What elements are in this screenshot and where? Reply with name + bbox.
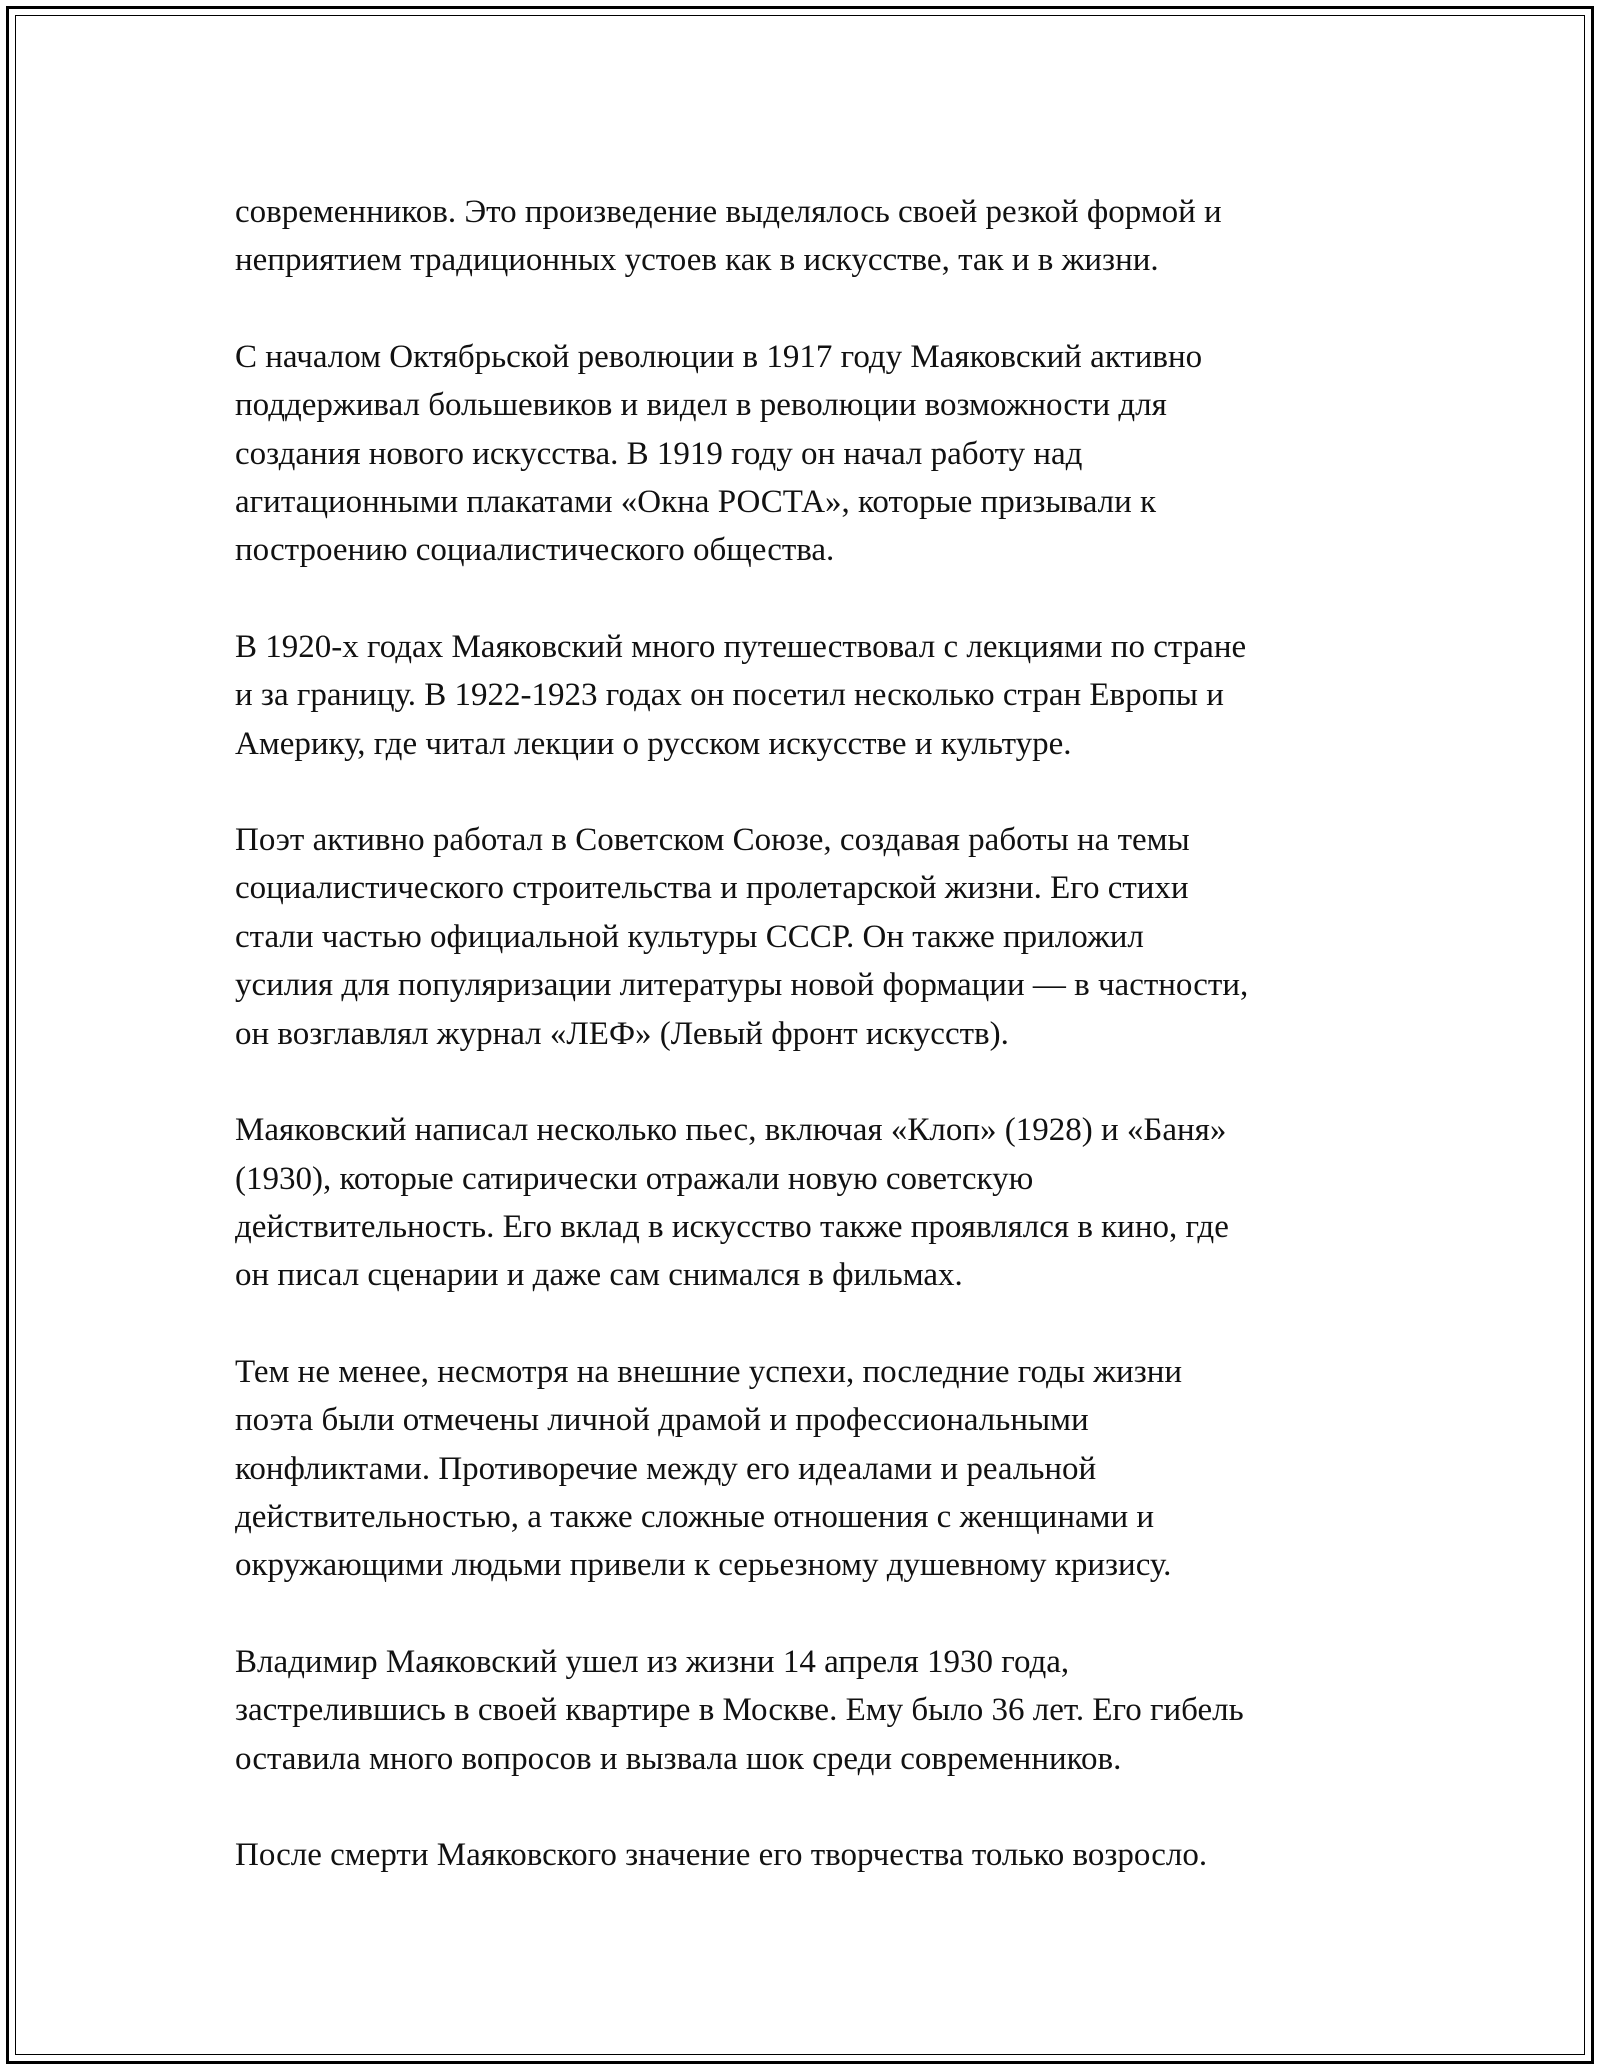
- paragraph: [235, 1106, 1375, 1300]
- text-line: стали частью официальной культуры СССР. Он также приложил: [235, 918, 1144, 955]
- document-body: [235, 188, 1375, 1927]
- text-line: действительность. Его вклад в искусство также проявлялся в кино, где: [235, 1208, 1229, 1245]
- text-line: действительностью, а также сложные отношения с женщинами и: [235, 1498, 1155, 1535]
- text-line: (1930), которые сатирически отражали новую советскую: [235, 1160, 1034, 1197]
- text-line: С началом Октябрьской революции в 1917 году Маяковский активно: [235, 338, 1203, 375]
- text-line: он писал сценарии и даже сам снимался в фильмах.: [235, 1257, 963, 1294]
- paragraph: [235, 623, 1375, 768]
- paragraph: [235, 1348, 1375, 1590]
- paragraph: [235, 188, 1375, 285]
- text-line: социалистического строительства и пролетарской жизни. Его стихи: [235, 870, 1189, 907]
- text-line: он возглавлял журнал «ЛЕФ» (Левый фронт искусств).: [235, 1015, 1009, 1052]
- text-line: Маяковский написал несколько пьес, включая «Клоп» (1928) и «Баня»: [235, 1112, 1227, 1149]
- text-line: Тем не менее, несмотря на внешние успехи, последние годы жизни: [235, 1353, 1183, 1390]
- text-line: неприятием традиционных устоев как в искусстве, так и в жизни.: [235, 242, 1159, 279]
- text-line: окружающими людьми привели к серьезному душевному кризису.: [235, 1547, 1172, 1584]
- text-line: поэта были отмечены личной драмой и профессиональными: [235, 1402, 1089, 1439]
- text-line: поддерживал большевиков и видел в революции возможности для: [235, 387, 1167, 424]
- text-line: современников. Это произведение выделялось своей резкой формой и: [235, 194, 1222, 230]
- text-line: В 1920-х годах Маяковский много путешествовал с лекциями по стране: [235, 628, 1247, 665]
- paragraph: [235, 816, 1375, 1058]
- text-line: Поэт активно работал в Советском Союзе, создавая работы на темы: [235, 822, 1190, 859]
- text-line: создания нового искусства. В 1919 году он начал работу над: [235, 435, 1083, 472]
- text-line: усилия для популяризации литературы новой формации — в частности,: [235, 967, 1249, 1004]
- paragraph: [235, 1831, 1375, 1879]
- text-line: и за границу. В 1922-1923 годах он посетил несколько стран Европы и: [235, 677, 1224, 714]
- paragraph: [235, 1638, 1375, 1783]
- text-line: построению социалистического общества.: [235, 532, 835, 569]
- text-line: конфликтами. Противоречие между его идеалами и реальной: [235, 1450, 1097, 1487]
- paragraph: [235, 333, 1375, 575]
- text-line: После смерти Маяковского значение его творчества только возросло.: [235, 1836, 1208, 1873]
- text-line: оставила много вопросов и вызвала шок среди современников.: [235, 1740, 1122, 1777]
- text-line: застрелившись в своей квартире в Москве. Ему было 36 лет. Его гибель: [235, 1692, 1244, 1729]
- text-line: Владимир Маяковский ушел из жизни 14 апреля 1930 года,: [235, 1643, 1070, 1680]
- text-line: Америку, где читал лекции о русском искусстве и культуре.: [235, 725, 1072, 762]
- text-line: агитационными плакатами «Окна РОСТА», которые призывали к: [235, 484, 1157, 521]
